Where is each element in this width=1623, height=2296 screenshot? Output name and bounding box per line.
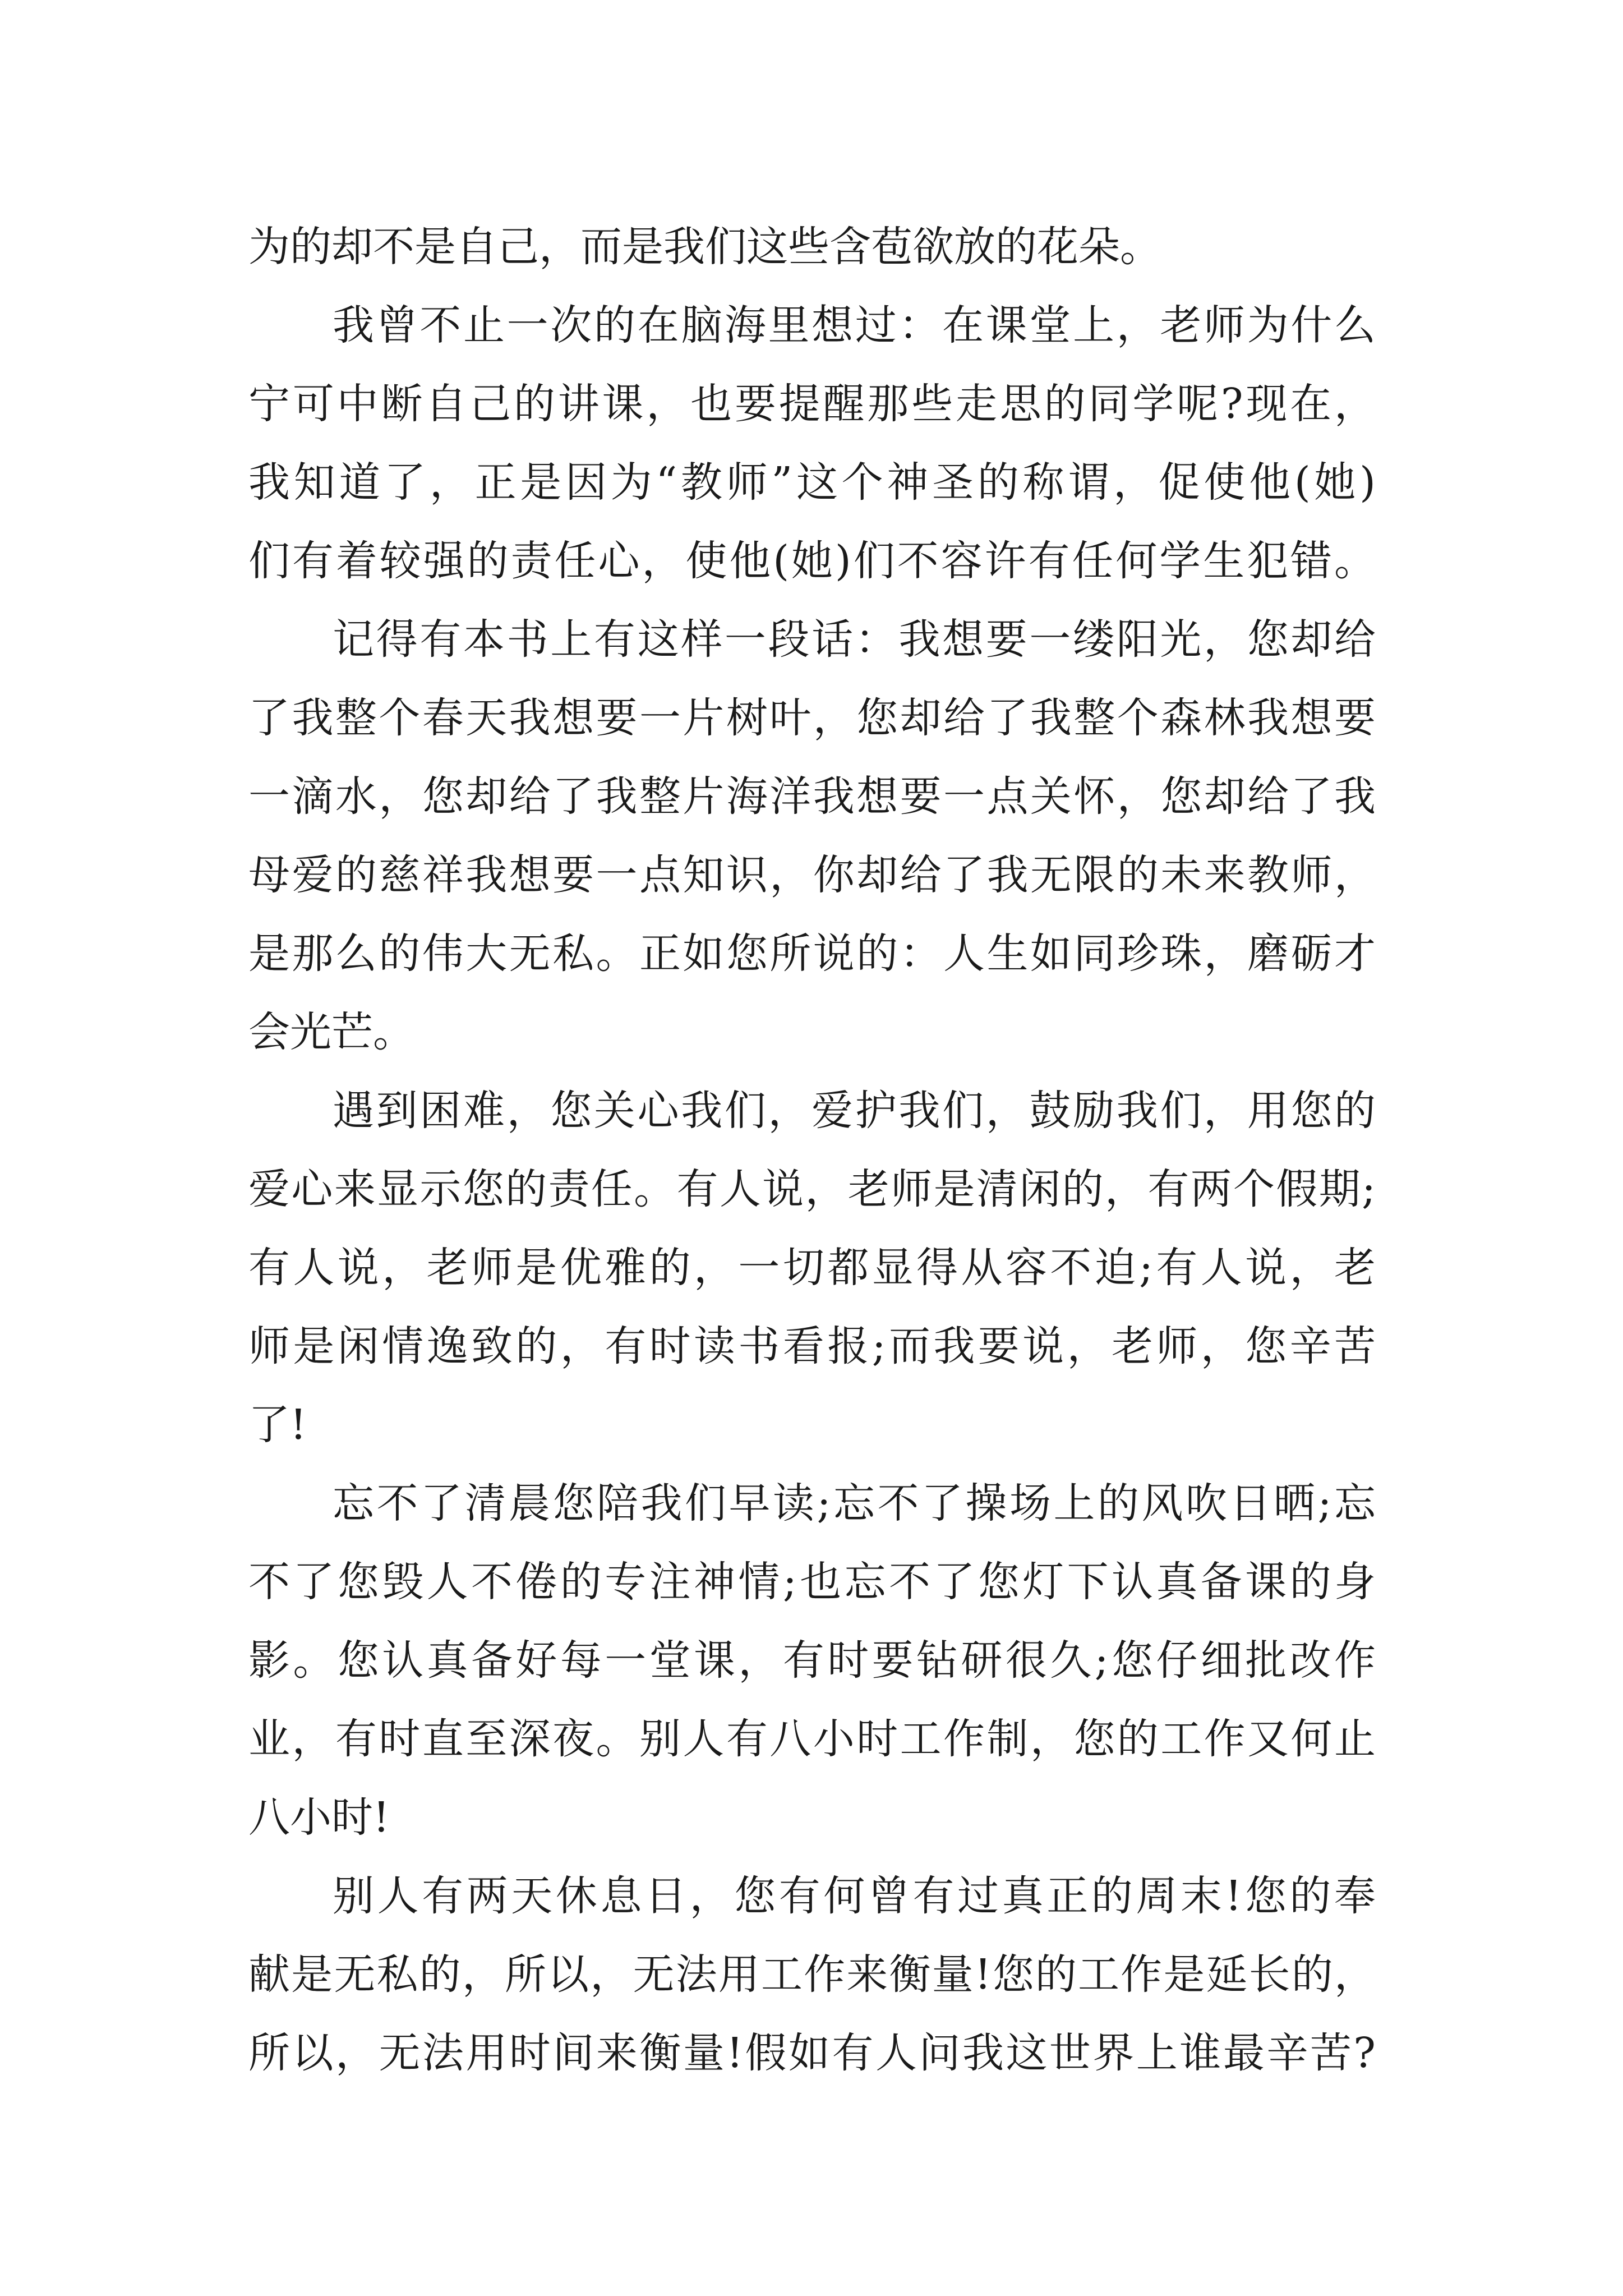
text-line: 我知道了，正是因为“教师”这个神圣的称谓，促使他(她) bbox=[248, 458, 1376, 507]
text-line: 别人有两天休息日，您有何曾有过真正的周末!您的奉 bbox=[333, 1872, 1376, 1920]
text-line: 业，有时直至深夜。别人有八小时工作制，您的工作又何止 bbox=[248, 1715, 1376, 1763]
text-line: 一滴水，您却给了我整片海洋我想要一点关怀，您却给了我 bbox=[248, 772, 1376, 821]
text-line: 影。您认真备好每一堂课，有时要钻研很久;您仔细批改作 bbox=[248, 1636, 1376, 1685]
text-line: 会光芒。 bbox=[248, 1008, 414, 1056]
text-line: 了我整个春天我想要一片树叶，您却给了我整个森林我想要 bbox=[248, 694, 1376, 742]
text-line: 师是闲情逸致的，有时读书看报;而我要说，老师，您辛苦 bbox=[248, 1322, 1376, 1370]
text-line: 是那么的伟大无私。正如您所说的：人生如同珍珠，磨砺才 bbox=[248, 930, 1376, 978]
text-line: 为的却不是自己，而是我们这些含苞欲放的花朵。 bbox=[248, 223, 1161, 271]
text-line: 忘不了清晨您陪我们早读;忘不了操场上的风吹日晒;忘 bbox=[333, 1479, 1376, 1527]
text-line: 献是无私的，所以，无法用工作来衡量!您的工作是延长的， bbox=[248, 1950, 1376, 1999]
text-line: 宁可中断自己的讲课，也要提醒那些走思的同学呢?现在， bbox=[248, 380, 1376, 428]
text-line: 母爱的慈祥我想要一点知识，你却给了我无限的未来教师， bbox=[248, 851, 1376, 899]
text-line: 爱心来显示您的责任。有人说，老师是清闲的，有两个假期; bbox=[248, 1165, 1376, 1213]
text-line: 有人说，老师是优雅的，一切都显得从容不迫;有人说，老 bbox=[248, 1244, 1376, 1292]
text-line: 不了您毁人不倦的专注神情;也忘不了您灯下认真备课的身 bbox=[248, 1558, 1376, 1606]
text-line: 八小时! bbox=[248, 1793, 390, 1842]
text-line: 了! bbox=[248, 1401, 307, 1449]
text-line: 所以，无法用时间来衡量!假如有人问我这世界上谁最辛苦? bbox=[248, 2029, 1376, 2077]
text-line: 我曾不止一次的在脑海里想过：在课堂上，老师为什么 bbox=[333, 301, 1376, 349]
text-line: 们有着较强的责任心，使他(她)们不容许有任何学生犯错。 bbox=[248, 537, 1376, 585]
text-line: 遇到困难，您关心我们，爱护我们，鼓励我们，用您的 bbox=[333, 1087, 1376, 1135]
text-line: 记得有本书上有这样一段话：我想要一缕阳光，您却给 bbox=[333, 615, 1376, 664]
